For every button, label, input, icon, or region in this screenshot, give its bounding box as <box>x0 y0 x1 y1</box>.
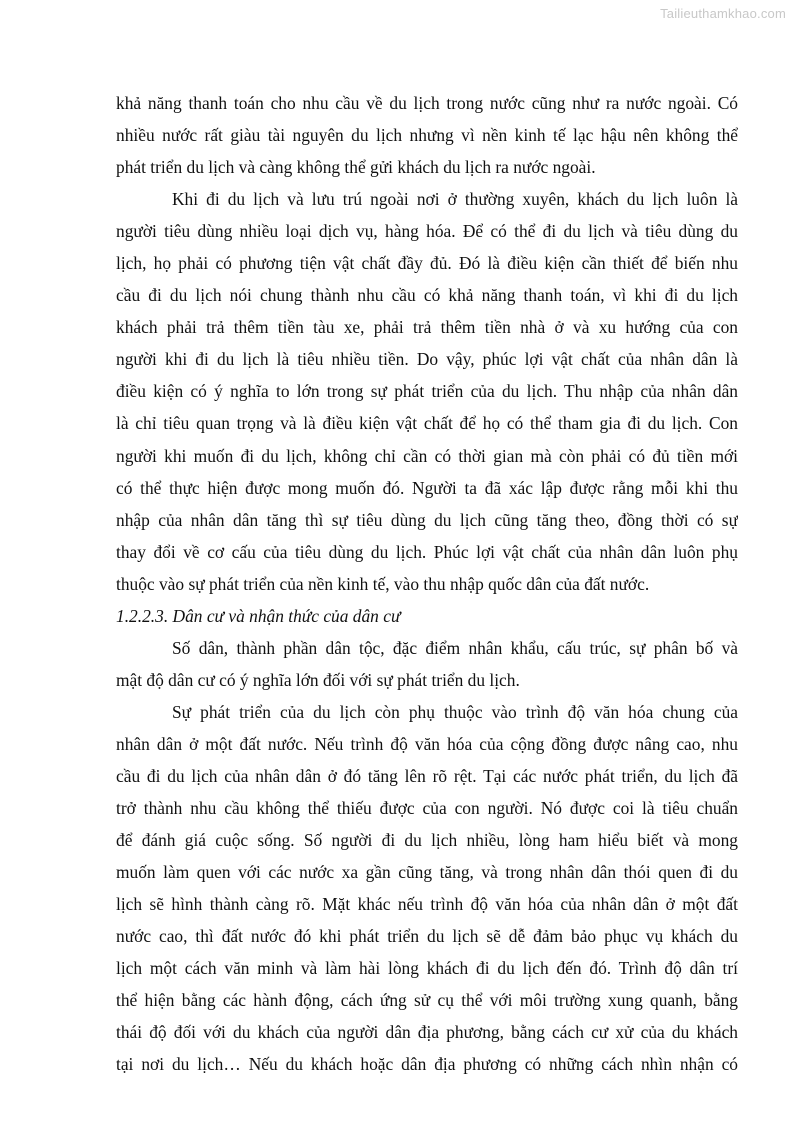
text-line: để đánh giá cuộc sống. Số người đi du lịch nhiều, lòng ham hiểu biết và mong <box>116 830 738 851</box>
watermark-text: Tailieuthamkhao.com <box>660 6 786 21</box>
text-line: lịch sẽ hình thành càng rõ. Mặt khác nếu trình độ văn hóa của nhân dân ở một đất <box>116 894 738 915</box>
text-line: người khi muốn đi du lịch, không chỉ cần có thời gian mà còn phải có đủ tiền mới <box>116 445 738 466</box>
text-line: nhiều nước rất giàu tài nguyên du lịch nhưng vì nền kinh tế lạc hậu nên không thể <box>116 125 738 146</box>
text-line: có thể thực hiện được mong muốn đó. Người ta đã xác lập được rằng mỗi khi thu <box>116 477 738 498</box>
text-line: khả năng thanh toán cho nhu cầu về du lịch trong nước cũng như ra nước ngoài. Có <box>116 93 738 113</box>
text-line: tại nơi du lịch… Nếu du khách hoặc dân địa phương có những cách nhìn nhận có <box>116 1054 738 1075</box>
text-line: cầu đi du lịch nói chung thành nhu cầu có khả năng thanh toán, vì khi đi du lịch <box>116 285 738 306</box>
text-line: thay đổi về cơ cấu của tiêu dùng du lịch. Phúc lợi vật chất của nhân dân luôn phụ <box>116 541 738 562</box>
text-line: điều kiện có ý nghĩa to lớn trong sự phát triển của du lịch. Thu nhập của nhân dân <box>116 381 738 402</box>
text-line: lịch một cách văn minh và làm hài lòng khách đi du lịch đến đó. Trình độ dân trí <box>116 958 738 979</box>
text-line: thuộc vào sự phát triển của nền kinh tế, vào thu nhập quốc dân của đất nước. <box>116 573 650 594</box>
text-line: thái độ đối với du khách của người dân địa phương, bằng cách cư xử của du khách <box>116 1022 738 1043</box>
text-line: khách phải trả thêm tiền tàu xe, phải trả thêm tiền nhà ở và xu hướng của con <box>116 317 738 338</box>
text-line: người khi đi du lịch là tiêu nhiều tiền. Do vậy, phúc lợi vật chất của nhân dân là <box>116 349 738 370</box>
section-heading: 1.2.2.3. Dân cư và nhận thức của dân cư <box>116 605 401 626</box>
text-line: Khi đi du lịch và lưu trú ngoài nơi ở thường xuyên, khách du lịch luôn là <box>172 189 738 210</box>
text-line: muốn làm quen với các nước xa gần cũng tăng, và trong nhân dân thói quen đi du <box>116 862 738 883</box>
text-line: là chỉ tiêu quan trọng và là điều kiện vật chất để họ có thể tham gia đi du lịch. Con <box>116 413 738 434</box>
text-line: nước cao, thì đất nước đó khi phát triển du lịch sẽ dễ đảm bảo phục vụ khách du <box>116 926 738 947</box>
text-line: người tiêu dùng nhiều loại dịch vụ, hàng hóa. Để có thể đi du lịch và tiêu dùng du <box>116 221 738 242</box>
text-line: nhập của nhân dân tăng thì sự tiêu dùng du lịch cũng tăng theo, đồng thời có sự <box>116 509 738 530</box>
text-line: lịch, họ phải có phương tiện vật chất đầy đủ. Đó là điều kiện cần thiết để biến nhu <box>116 253 738 274</box>
text-line: Sự phát triển của du lịch còn phụ thuộc vào trình độ văn hóa chung của <box>172 701 738 722</box>
text-line: thể hiện bằng các hành động, cách ứng sử cụ thể với môi trường xung quanh, bằng <box>116 990 738 1011</box>
text-line: mật độ dân cư có ý nghĩa lớn đối với sự phát triển du lịch. <box>116 669 520 690</box>
text-line: cầu đi du lịch của nhân dân ở đó tăng lên rõ rệt. Tại các nước phát triển, du lịch đã <box>116 765 738 786</box>
text-line: nhân dân ở một đất nước. Nếu trình độ văn hóa của cộng đồng được nâng cao, nhu <box>116 733 738 754</box>
document-body <box>116 87 738 1080</box>
text-line: phát triển du lịch và càng không thể gửi khách du lịch ra nước ngoài. <box>116 157 596 178</box>
text-line: trở thành nhu cầu không thể thiếu được của con người. Nó được coi là tiêu chuẩn <box>116 798 738 819</box>
text-line: Số dân, thành phần dân tộc, đặc điểm nhân khẩu, cấu trúc, sự phân bố và <box>172 637 738 658</box>
